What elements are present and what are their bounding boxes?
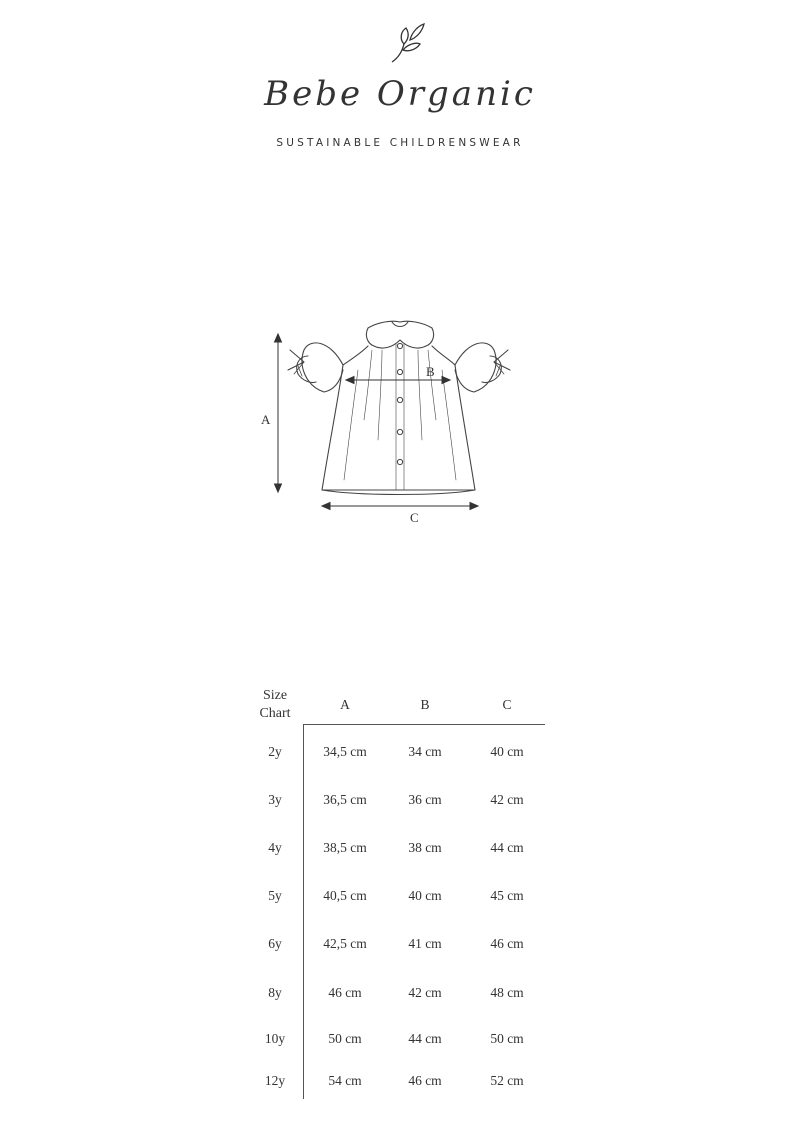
value-cell-b: 36 cm <box>408 792 442 807</box>
value-cell-b: 40 cm <box>408 888 442 903</box>
right-sleeve <box>455 343 496 392</box>
value-cell-a: 34,5 cm <box>323 744 367 759</box>
value-cell-a: 54 cm <box>328 1073 362 1088</box>
button <box>397 343 402 348</box>
left-sleeve <box>302 343 343 392</box>
size-cell: 3y <box>268 792 282 807</box>
value-cell-c: 52 cm <box>490 1073 524 1088</box>
button <box>397 459 402 464</box>
value-cell-c: 40 cm <box>490 744 524 759</box>
value-cell-b: 38 cm <box>408 840 442 855</box>
value-cell-b: 34 cm <box>408 744 442 759</box>
value-cell-a: 40,5 cm <box>323 888 367 903</box>
column-header-a: A <box>340 697 350 712</box>
garment-diagram <box>250 310 550 540</box>
dimension-c-arrow <box>322 503 478 510</box>
value-cell-a: 36,5 cm <box>323 792 367 807</box>
value-cell-c: 50 cm <box>490 1031 524 1046</box>
value-cell-a: 38,5 cm <box>323 840 367 855</box>
leaf-icon <box>388 18 428 66</box>
size-cell: 12y <box>264 1073 286 1088</box>
size-chart-header: Size Chart <box>259 688 291 721</box>
value-cell-a: 42,5 cm <box>323 936 367 951</box>
dimension-label-a: A <box>261 412 271 427</box>
button <box>397 369 402 374</box>
value-cell-c: 45 cm <box>490 888 524 903</box>
brand-tagline: SUSTAINABLE CHILDRENSWEAR <box>276 137 524 149</box>
column-header-c: C <box>502 697 512 712</box>
dimension-a-arrow <box>275 334 282 492</box>
value-cell-a: 50 cm <box>328 1031 362 1046</box>
value-cell-b: 46 cm <box>408 1073 442 1088</box>
size-cell: 5y <box>268 888 282 903</box>
button <box>397 429 402 434</box>
dimension-label-b: B <box>426 364 435 379</box>
size-cell: 10y <box>264 1031 286 1046</box>
value-cell-c: 48 cm <box>490 985 524 1000</box>
value-cell-c: 44 cm <box>490 840 524 855</box>
value-cell-c: 46 cm <box>490 936 524 951</box>
size-cell: 6y <box>268 936 282 951</box>
neck-line <box>392 322 408 327</box>
hem-line <box>322 490 475 495</box>
dimension-label-c: C <box>410 510 419 525</box>
value-cell-b: 44 cm <box>408 1031 442 1046</box>
value-cell-a: 46 cm <box>328 985 362 1000</box>
button <box>397 397 402 402</box>
value-cell-b: 41 cm <box>408 936 442 951</box>
column-header-b: B <box>420 697 430 712</box>
collar-outline <box>366 321 433 348</box>
value-cell-c: 42 cm <box>490 792 524 807</box>
size-cell: 2y <box>268 744 282 759</box>
brand-name: Bebe Organic <box>264 74 536 114</box>
table-header-divider <box>303 724 545 725</box>
size-cell: 8y <box>268 985 282 1000</box>
value-cell-b: 42 cm <box>408 985 442 1000</box>
size-cell: 4y <box>268 840 282 855</box>
table-vertical-divider <box>303 724 304 1099</box>
brand-logo <box>0 0 800 160</box>
